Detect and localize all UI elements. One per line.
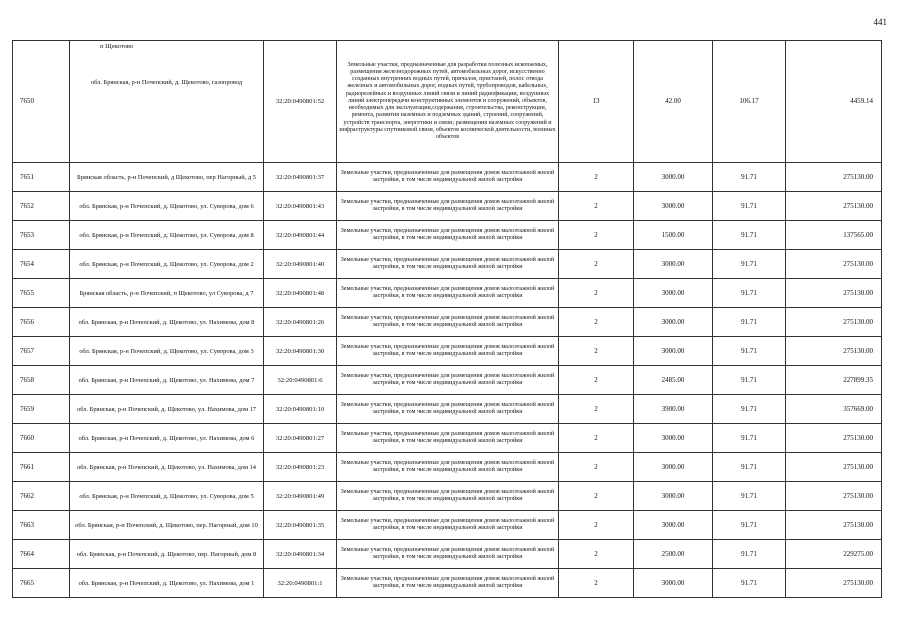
area-value: 3000.00 (634, 163, 713, 192)
table-row (13, 453, 882, 482)
row-number: 7665 (13, 569, 70, 598)
cadastral-number: 32:20:0490801:1 (264, 569, 337, 598)
table-row (13, 482, 882, 511)
permitted-use: Земельные участки, предназначенные для размещения домов малоэтажной жилой застройки, в том числе индивидуальной жилой застройки (337, 337, 559, 366)
row-number: 7663 (13, 511, 70, 540)
cadastral-value: 275130.00 (786, 337, 882, 366)
row-number: 7660 (13, 424, 70, 453)
permitted-use: Земельные участки, предназначенные для размещения домов малоэтажной жилой застройки, в том числе индивидуальной жилой застройки (337, 395, 559, 424)
address-cell: обл. Брянская, р-н Почепский, д. Щекотово, ул. Суворова, дом 3 (70, 337, 264, 366)
table-row (13, 337, 882, 366)
group-number: 2 (559, 366, 634, 395)
permitted-use: Земельные участки, предназначенные для размещения домов малоэтажной жилой застройки, в том числе индивидуальной жилой застройки (337, 424, 559, 453)
specific-value: 91.71 (713, 453, 786, 482)
area-value: 3000.00 (634, 192, 713, 221)
area-value: 3000.00 (634, 337, 713, 366)
permitted-use: Земельные участки, предназначенные для размещения домов малоэтажной жилой застройки, в том числе индивидуальной жилой застройки (337, 163, 559, 192)
specific-value: 91.71 (713, 569, 786, 598)
row-number: 7655 (13, 279, 70, 308)
area-value: 2500.00 (634, 540, 713, 569)
table-row (13, 540, 882, 569)
specific-value: 106.17 (713, 41, 786, 163)
cadastral-value: 275130.00 (786, 308, 882, 337)
cadastral-number: 32:20:0490801:40 (264, 250, 337, 279)
table-row (13, 366, 882, 395)
group-number: 2 (559, 308, 634, 337)
row-number: 7661 (13, 453, 70, 482)
cadastral-value: 137565.00 (786, 221, 882, 250)
address-cell: Брянская область, р-н Почепский, п Щекотово, ул Суворова, д 7 (70, 279, 264, 308)
table-row (13, 192, 882, 221)
specific-value: 91.71 (713, 279, 786, 308)
specific-value: 91.71 (713, 192, 786, 221)
group-number: 2 (559, 511, 634, 540)
row-number: 7662 (13, 482, 70, 511)
specific-value: 91.71 (713, 482, 786, 511)
cadastral-number: 32:20:0490801:30 (264, 337, 337, 366)
row-number: 7653 (13, 221, 70, 250)
cadastral-value: 275130.00 (786, 163, 882, 192)
cadastral-value: 229275.00 (786, 540, 882, 569)
group-number: 2 (559, 192, 634, 221)
place-label: п Щекотово (100, 43, 134, 50)
group-number: 2 (559, 453, 634, 482)
area-value: 3000.00 (634, 453, 713, 482)
cadastral-number: 32:20:0490801:26 (264, 308, 337, 337)
permitted-use: Земельные участки, предназначенные для размещения домов малоэтажной жилой застройки, в том числе индивидуальной жилой застройки (337, 540, 559, 569)
table-row (13, 279, 882, 308)
address-cell: обл. Брянская, р-н Почепский, д. Щекотово, ул. Суворова, дом 2 (70, 250, 264, 279)
permitted-use: Земельные участки, предназначенные для размещения домов малоэтажной жилой застройки, в том числе индивидуальной жилой застройки (337, 569, 559, 598)
address-cell: обл. Брянская, р-н Почепский, д. Щекотово, пер. Нагорный, дом 10 (70, 511, 264, 540)
specific-value: 91.71 (713, 424, 786, 453)
table-row (13, 511, 882, 540)
cadastral-number: 32:20:0490801:27 (264, 424, 337, 453)
page-number: 441 (873, 17, 887, 27)
cadastral-value: 275130.00 (786, 482, 882, 511)
group-number: 2 (559, 540, 634, 569)
group-number: 13 (559, 41, 634, 163)
cadastral-number: 32:20:0490801:35 (264, 511, 337, 540)
permitted-use: Земельные участки, предназначенные для размещения домов малоэтажной жилой застройки, в том числе индивидуальной жилой застройки (337, 308, 559, 337)
table-row (13, 395, 882, 424)
group-number: 2 (559, 569, 634, 598)
permitted-use: Земельные участки, предназначенные для размещения домов малоэтажной жилой застройки, в том числе индивидуальной жилой застройки (337, 250, 559, 279)
cadastral-value: 275130.00 (786, 569, 882, 598)
permitted-use: Земельные участки, предназначенные для размещения домов малоэтажной жилой застройки, в том числе индивидуальной жилой застройки (337, 482, 559, 511)
cadastral-value-table (12, 40, 882, 598)
cadastral-number: 32:20:0490801:10 (264, 395, 337, 424)
table-row (13, 221, 882, 250)
area-value: 3000.00 (634, 308, 713, 337)
cadastral-number: 32:20:0490801:34 (264, 540, 337, 569)
table-row (13, 308, 882, 337)
specific-value: 91.71 (713, 250, 786, 279)
permitted-use: Земельные участки, предназначенные для размещения домов малоэтажной жилой застройки, в том числе индивидуальной жилой застройки (337, 221, 559, 250)
cadastral-number: 32:20:0490801:52 (264, 41, 337, 163)
group-number: 2 (559, 279, 634, 308)
cadastral-value: 275130.00 (786, 511, 882, 540)
row-number: 7650 (13, 41, 70, 163)
cadastral-value: 275130.00 (786, 250, 882, 279)
table-row (13, 41, 882, 163)
address-cell: обл. Брянская, р-н Почепский, д. Щекотово, ул. Нахимова, дом 8 (70, 308, 264, 337)
group-number: 2 (559, 424, 634, 453)
specific-value: 91.71 (713, 221, 786, 250)
area-value: 3000.00 (634, 482, 713, 511)
specific-value: 91.71 (713, 337, 786, 366)
cadastral-number: 32:20:0490801:23 (264, 453, 337, 482)
address-cell: обл. Брянская, р-н Почепский, д. Щекотово, ул. Нахимова, дом 14 (70, 453, 264, 482)
area-value: 1500.00 (634, 221, 713, 250)
group-number: 2 (559, 337, 634, 366)
area-value: 42.00 (634, 41, 713, 163)
address-text: обл. Брянская, р-н Почепский, д. Щекотово, газопровод (90, 79, 243, 86)
specific-value: 91.71 (713, 163, 786, 192)
area-value: 3900.00 (634, 395, 713, 424)
cadastral-value: 227899.35 (786, 366, 882, 395)
group-number: 2 (559, 163, 634, 192)
address-cell: обл. Брянская, р-н Почепский, д. Щекотово, ул. Нахимова, дом 17 (70, 395, 264, 424)
group-number: 2 (559, 250, 634, 279)
cadastral-value: 275130.00 (786, 279, 882, 308)
table-row (13, 250, 882, 279)
table-row (13, 163, 882, 192)
permitted-use: Земельные участки, предназначенные для разработки полезных ископаемых, размещения железнодорожных путей, автомобильных дорог, искусственно созданных внутренних водных путей, причалов, пристаней, полос отвода железных и автомобильных дорог, водных путей, трубопроводов, кабельных, радиорелейных и воздушных линий связи и линий радиофикации, воздушных линий электропередачи конструктивных элементов и сооружений, объектов, необходимых для эксплуатации,содержания, строительства, реконструкции, ремонта, развития наземных и подземных зданий, строений, сооружений, устройств транспорта, энергетики и связи; размещения наземных сооружений и инфраструктуры спутниковой связи, объектов космической деятельности, военных объектов (337, 41, 559, 163)
permitted-use: Земельные участки, предназначенные для размещения домов малоэтажной жилой застройки, в том числе индивидуальной жилой застройки (337, 279, 559, 308)
specific-value: 91.71 (713, 511, 786, 540)
address-cell: обл. Брянская, р-н Почепский, д. Щекотово, ул. Нахимова, дом 7 (70, 366, 264, 395)
cadastral-value: 275130.00 (786, 453, 882, 482)
cadastral-value: 275130.00 (786, 424, 882, 453)
row-number: 7659 (13, 395, 70, 424)
cadastral-value: 4459.14 (786, 41, 882, 163)
cadastral-number: 32:20:0490801:44 (264, 221, 337, 250)
cadastral-number: 32:20:0490801:43 (264, 192, 337, 221)
row-number: 7652 (13, 192, 70, 221)
cadastral-number: 32:20:0490801:37 (264, 163, 337, 192)
table-row (13, 424, 882, 453)
address-cell: обл. Брянская, р-н Почепский, д. Щекотово, пер. Нагорный, дом 8 (70, 540, 264, 569)
area-value: 2485.00 (634, 366, 713, 395)
cadastral-value: 275130.00 (786, 192, 882, 221)
area-value: 3000.00 (634, 424, 713, 453)
address-cell (70, 41, 264, 163)
cadastral-value: 357669.00 (786, 395, 882, 424)
row-number: 7657 (13, 337, 70, 366)
cadastral-number: 32:20:0490801:6 (264, 366, 337, 395)
table-body (13, 41, 882, 598)
address-cell: обл. Брянская, р-н Почепский, д. Щекотово, ул. Нахимова, дом 1 (70, 569, 264, 598)
table-row (13, 569, 882, 598)
row-number: 7658 (13, 366, 70, 395)
row-number: 7664 (13, 540, 70, 569)
cadastral-number: 32:20:0490801:48 (264, 279, 337, 308)
address-cell: обл. Брянская, р-н Почепский, д. Щекотово, ул. Нахимова, дом 6 (70, 424, 264, 453)
cadastral-number: 32:20:0490801:49 (264, 482, 337, 511)
specific-value: 91.71 (713, 308, 786, 337)
permitted-use: Земельные участки, предназначенные для размещения домов малоэтажной жилой застройки, в том числе индивидуальной жилой застройки (337, 366, 559, 395)
specific-value: 91.71 (713, 366, 786, 395)
group-number: 2 (559, 395, 634, 424)
area-value: 3000.00 (634, 511, 713, 540)
row-number: 7656 (13, 308, 70, 337)
address-cell: обл. Брянская, р-н Почепский, д. Щекотово, ул. Суворова, дом 8 (70, 221, 264, 250)
group-number: 2 (559, 482, 634, 511)
area-value: 3000.00 (634, 279, 713, 308)
permitted-use: Земельные участки, предназначенные для размещения домов малоэтажной жилой застройки, в том числе индивидуальной жилой застройки (337, 453, 559, 482)
permitted-use: Земельные участки, предназначенные для размещения домов малоэтажной жилой застройки, в том числе индивидуальной жилой застройки (337, 511, 559, 540)
permitted-use: Земельные участки, предназначенные для размещения домов малоэтажной жилой застройки, в том числе индивидуальной жилой застройки (337, 192, 559, 221)
group-number: 2 (559, 221, 634, 250)
address-cell: обл. Брянская, р-н Почепский, д. Щекотово, ул. Суворова, дом 5 (70, 482, 264, 511)
specific-value: 91.71 (713, 540, 786, 569)
address-cell: обл. Брянская, р-н Почепский, д. Щекотово, ул. Суворова, дом 6 (70, 192, 264, 221)
area-value: 3000.00 (634, 569, 713, 598)
address-cell: Брянская область, р-н Почепский, д Щекотово, пер Нагорный, д 5 (70, 163, 264, 192)
area-value: 3000.00 (634, 250, 713, 279)
specific-value: 91.71 (713, 395, 786, 424)
row-number: 7654 (13, 250, 70, 279)
row-number: 7651 (13, 163, 70, 192)
